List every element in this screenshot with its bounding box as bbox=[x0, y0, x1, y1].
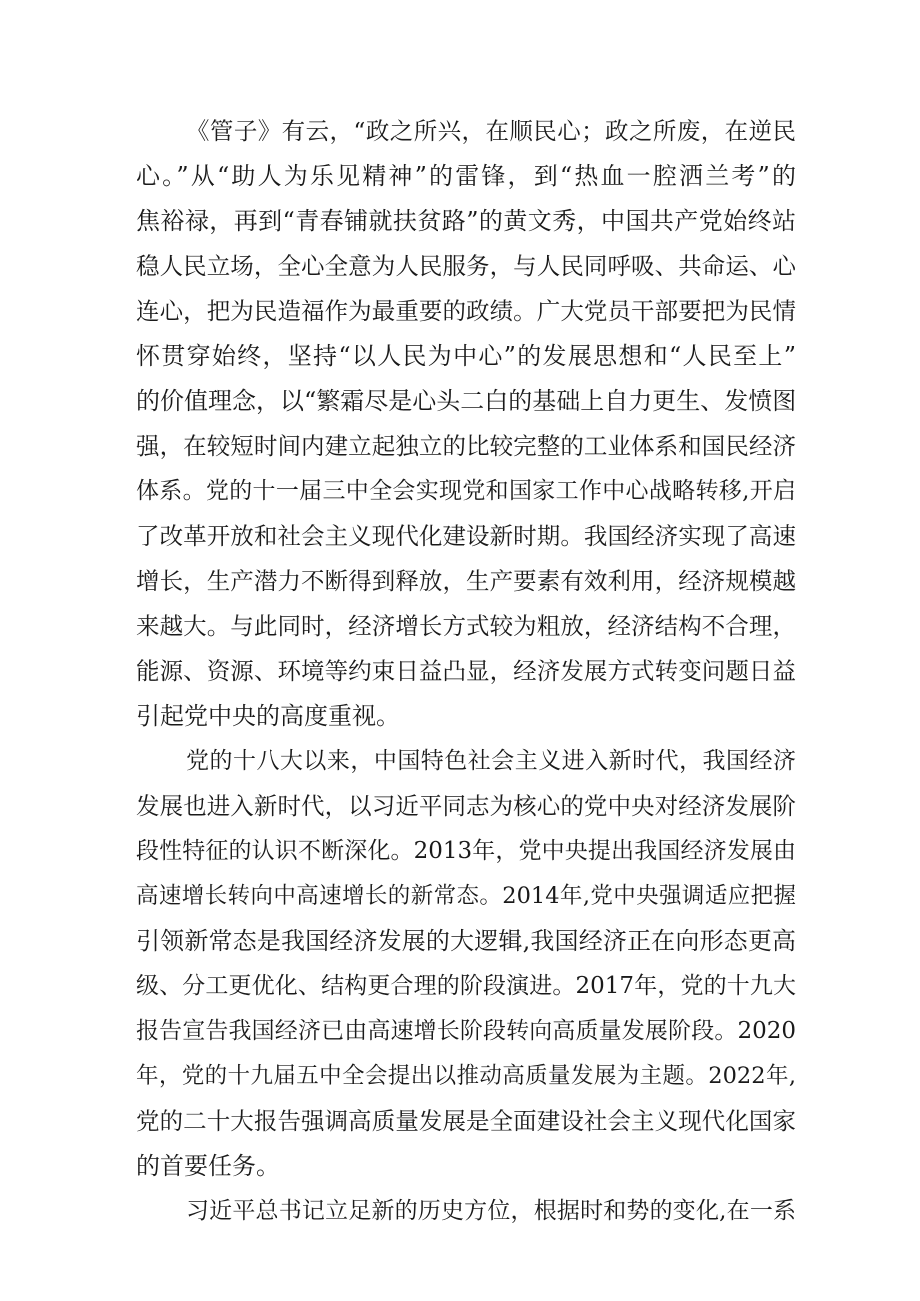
text-line: 党的十八大以来，中国特色社会主义进入新时代，我国经济 bbox=[186, 748, 796, 774]
text-line: 了改革开放和社会主义现代化建设新时期。我国经济实现了高速 bbox=[136, 522, 796, 550]
text-line: 段性特征的认识不断深化。2013年，党中央提出我国经济发展由 bbox=[136, 838, 796, 864]
text-line: 党的二十大报告强调高质量发展是全面建设社会主义现代化国家 bbox=[136, 1107, 796, 1135]
text-line: 强，在较短时间内建立起独立的比较完整的工业体系和国民经济 bbox=[136, 432, 796, 460]
text-line: 级、分工更优化、结构更合理的阶段演进。2017年，党的十九大 bbox=[136, 973, 796, 999]
text-line: 习近平总书记立足新的历史方位，根据时和势的变化,在一系 bbox=[186, 1198, 796, 1224]
text-line: 连心，把为民造福作为最重要的政绩。广大党员干部要把为民情 bbox=[136, 297, 796, 325]
text-line: 怀贯穿始终，坚持“以人民为中心”的发展思想和“人民至上” bbox=[136, 342, 796, 370]
text-line: 焦裕禄，再到“青春铺就扶贫路”的黄文秀，中国共产党始终站 bbox=[136, 207, 796, 235]
text-line: 稳人民立场，全心全意为人民服务，与人民同呼吸、共命运、心 bbox=[136, 252, 796, 280]
text-line: 体系。党的十一届三中全会实现党和国家工作中心战略转移,开启 bbox=[136, 478, 796, 504]
text-line: 引领新常态是我国经济发展的大逻辑,我国经济正在向形态更高 bbox=[136, 927, 796, 955]
text-line: 引起党中央的高度重视。 bbox=[136, 702, 400, 730]
text-line: 发展也进入新时代，以习近平同志为核心的党中央对经济发展阶 bbox=[136, 792, 796, 820]
text-line: 来越大。与此同时，经济增长方式较为粗放，经济结构不合理， bbox=[136, 612, 796, 640]
text-line: 高速增长转向中高速增长的新常态。2014年,党中央强调适应把握 bbox=[136, 883, 796, 909]
text-line: 《管子》有云，“政之所兴，在顺民心；政之所废，在逆民 bbox=[186, 117, 796, 145]
text-line: 年，党的十九届五中全会提出以推动高质量发展为主题。2022年, bbox=[136, 1063, 796, 1089]
text-line: 的首要任务。 bbox=[136, 1152, 280, 1180]
text-line: 报告宣告我国经济已由高速增长阶段转向高质量发展阶段。2020 bbox=[136, 1018, 796, 1044]
text-line: 能源、资源、环境等约束日益凸显，经济发展方式转变问题日益 bbox=[136, 657, 796, 685]
text-line: 心。”从“助人为乐见精神”的雷锋，到“热血一腔洒兰考”的 bbox=[136, 162, 796, 190]
text-line: 增长，生产潜力不断得到释放，生产要素有效利用，经济规模越 bbox=[136, 567, 796, 595]
text-line: 的价值理念，以“繁霜尽是心头二白的基础上自力更生、发愤图 bbox=[136, 387, 797, 415]
